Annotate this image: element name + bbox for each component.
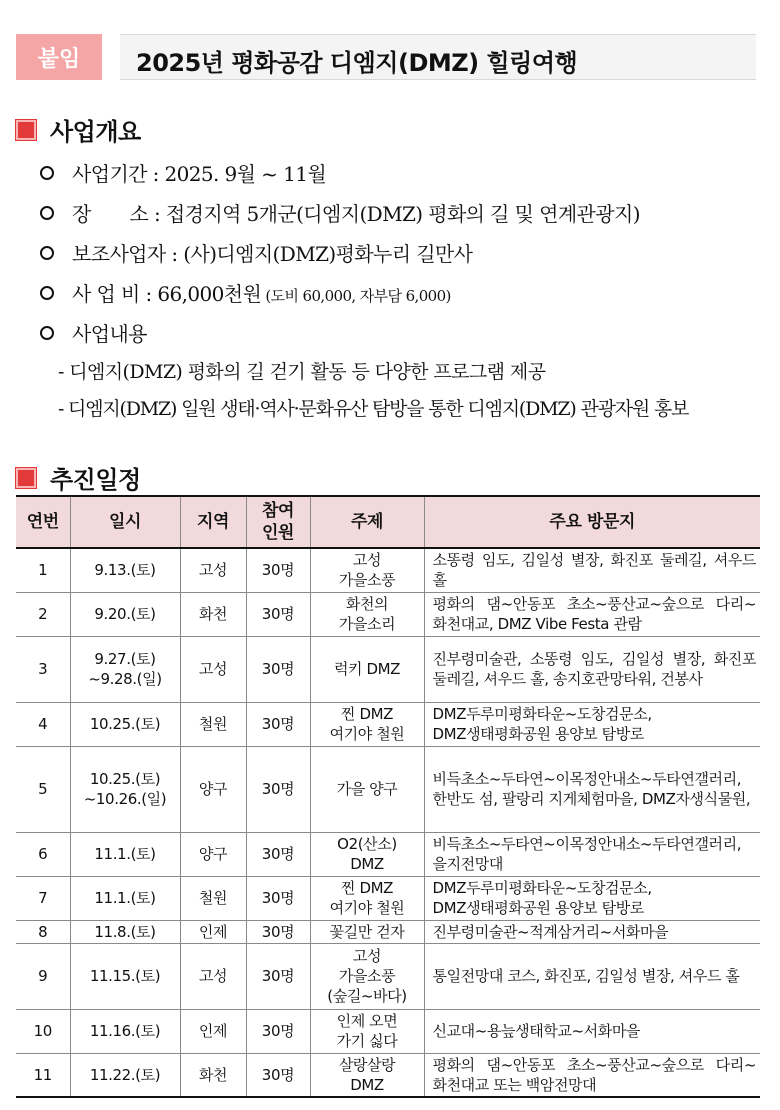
cell-places: DMZ두루미평화타운~도창검문소, DMZ생태평화공원 용양보 탐방로	[424, 876, 760, 920]
cell-people: 30명	[246, 1053, 310, 1097]
cell-places: 통일전망대 코스, 화진포, 김일성 별장, 셔우드 홀	[424, 943, 760, 1009]
table-row	[16, 943, 760, 1009]
schedule-table	[16, 495, 760, 1098]
cell-people: 30명	[246, 548, 310, 592]
cell-region: 고성	[180, 636, 246, 702]
detail-line: - 디엠지(DMZ) 평화의 길 걷기 활동 등 다양한 프로그램 제공	[58, 361, 546, 383]
cell-no: 5	[16, 746, 70, 832]
cell-region: 인제	[180, 920, 246, 943]
cell-people: 30명	[246, 702, 310, 746]
circle-bullet-icon	[40, 206, 54, 220]
cell-region: 인제	[180, 1009, 246, 1053]
cell-people: 30명	[246, 876, 310, 920]
cell-region: 고성	[180, 548, 246, 592]
document-header	[16, 34, 756, 80]
cell-places: 비득초소~두타연~이목정안내소~두타연갤러리, 을지전망대	[424, 832, 760, 876]
section-heading: 추진일정	[50, 466, 141, 494]
cell-people: 30명	[246, 746, 310, 832]
table-row	[16, 592, 760, 636]
column-header: 주제	[310, 496, 424, 548]
overview-item: 장 소 : 접경지역 5개군(디엠지(DMZ) 평화의 길 및 연계관광지)	[40, 198, 640, 227]
table-row	[16, 832, 760, 876]
table-row	[16, 702, 760, 746]
cell-theme: 찐 DMZ 여기야 철원	[310, 702, 424, 746]
section-overview	[16, 112, 141, 147]
cell-people: 30명	[246, 832, 310, 876]
table-row	[16, 746, 760, 832]
cell-people: 30명	[246, 920, 310, 943]
cell-no: 11	[16, 1053, 70, 1097]
cell-places: DMZ두루미평화타운~도창검문소, DMZ생태평화공원 용양보 탐방로	[424, 702, 760, 746]
cell-region: 양구	[180, 746, 246, 832]
overview-item: 보조사업자 : (사)디엠지(DMZ)평화누리 길만사	[40, 238, 472, 267]
cell-no: 7	[16, 876, 70, 920]
table-row	[16, 1009, 760, 1053]
column-header: 연번	[16, 496, 70, 548]
cell-no: 9	[16, 943, 70, 1009]
cell-people: 30명	[246, 943, 310, 1009]
cell-theme: 가을 양구	[310, 746, 424, 832]
page-title: 2025년 평화공감 디엠지(DMZ) 힐링여행	[136, 49, 578, 77]
cell-date: 11.1.(토)	[70, 832, 180, 876]
cell-places: 평화의 댐~안동포 초소~풍산교~숲으로 다리~화천대교, DMZ Vibe Festa 관람	[424, 592, 760, 636]
table-row	[16, 920, 760, 943]
title-box	[120, 34, 756, 80]
cell-region: 화천	[180, 592, 246, 636]
cell-date: 10.25.(토) ~10.26.(일)	[70, 746, 180, 832]
circle-bullet-icon	[40, 166, 54, 180]
cell-theme: 럭키 DMZ	[310, 636, 424, 702]
cell-places: 진부령미술관~적계삼거리~서화마을	[424, 920, 760, 943]
circle-bullet-icon	[40, 246, 54, 260]
cell-no: 6	[16, 832, 70, 876]
overview-item: 사업내용	[40, 318, 147, 347]
cell-places: 신교대~용늪생태학교~서화마을	[424, 1009, 760, 1053]
cell-theme: 고성 가을소풍 (숲길~바다)	[310, 943, 424, 1009]
cell-date: 11.15.(토)	[70, 943, 180, 1009]
table-row	[16, 548, 760, 592]
cell-date: 9.27.(토) ~9.28.(일)	[70, 636, 180, 702]
cell-places: 소똥령 임도, 김일성 별장, 화진포 둘레길, 셔우드 홀	[424, 548, 760, 592]
column-header: 지역	[180, 496, 246, 548]
section-schedule	[16, 460, 141, 495]
cell-no: 2	[16, 592, 70, 636]
cell-theme: 고성 가을소풍	[310, 548, 424, 592]
cell-date: 11.1.(토)	[70, 876, 180, 920]
cell-region: 화천	[180, 1053, 246, 1097]
overview-item: 사 업 비 : 66,000천원 (도비 60,000, 자부담 6,000)	[40, 278, 451, 307]
table-row	[16, 1053, 760, 1097]
red-square-icon	[16, 468, 36, 488]
circle-bullet-icon	[40, 286, 54, 300]
attachment-badge: 붙임	[16, 34, 102, 80]
cell-people: 30명	[246, 636, 310, 702]
cell-no: 3	[16, 636, 70, 702]
cell-theme: 꽃길만 걷자	[310, 920, 424, 943]
cell-date: 11.16.(토)	[70, 1009, 180, 1053]
cell-date: 11.8.(토)	[70, 920, 180, 943]
cell-people: 30명	[246, 1009, 310, 1053]
overview-item: 사업기간 : 2025. 9월 ~ 11월	[40, 158, 326, 187]
section-heading: 사업개요	[50, 118, 141, 146]
red-square-icon	[16, 120, 36, 140]
cell-places: 평화의 댐~안동포 초소~풍산교~숲으로 다리~화천대교 또는 백암전망대	[424, 1053, 760, 1097]
table-header-row	[16, 496, 760, 548]
cell-no: 1	[16, 548, 70, 592]
cell-people: 30명	[246, 592, 310, 636]
cell-no: 10	[16, 1009, 70, 1053]
cell-places: 진부령미술관, 소똥령 임도, 김일성 별장, 화진포 둘레길, 셔우드 홀, 송지호관망타워, 건봉사	[424, 636, 760, 702]
cell-no: 8	[16, 920, 70, 943]
column-header: 일시	[70, 496, 180, 548]
cell-date: 9.13.(토)	[70, 548, 180, 592]
circle-bullet-icon	[40, 326, 54, 340]
column-header: 참여 인원	[246, 496, 310, 548]
cell-date: 9.20.(토)	[70, 592, 180, 636]
cell-no: 4	[16, 702, 70, 746]
cell-region: 고성	[180, 943, 246, 1009]
cell-places: 비득초소~두타연~이목정안내소~두타연갤러리, 한반도 섬, 팔랑리 지게체험마을, DMZ자생식물원,	[424, 746, 760, 832]
column-header: 주요 방문지	[424, 496, 760, 548]
detail-line: - 디엠지(DMZ) 일원 생태·역사·문화유산 탐방을 통한 디엠지(DMZ) 관광자원 홍보	[58, 398, 689, 420]
cell-date: 11.22.(토)	[70, 1053, 180, 1097]
table-row	[16, 636, 760, 702]
cell-theme: 살랑살랑 DMZ	[310, 1053, 424, 1097]
cell-theme: O2(산소) DMZ	[310, 832, 424, 876]
cell-theme: 찐 DMZ 여기야 철원	[310, 876, 424, 920]
cell-region: 철원	[180, 702, 246, 746]
cell-theme: 화천의 가을소리	[310, 592, 424, 636]
table-row	[16, 876, 760, 920]
cell-region: 양구	[180, 832, 246, 876]
cell-theme: 인제 오면 가기 싫다	[310, 1009, 424, 1053]
cell-date: 10.25.(토)	[70, 702, 180, 746]
cell-region: 철원	[180, 876, 246, 920]
